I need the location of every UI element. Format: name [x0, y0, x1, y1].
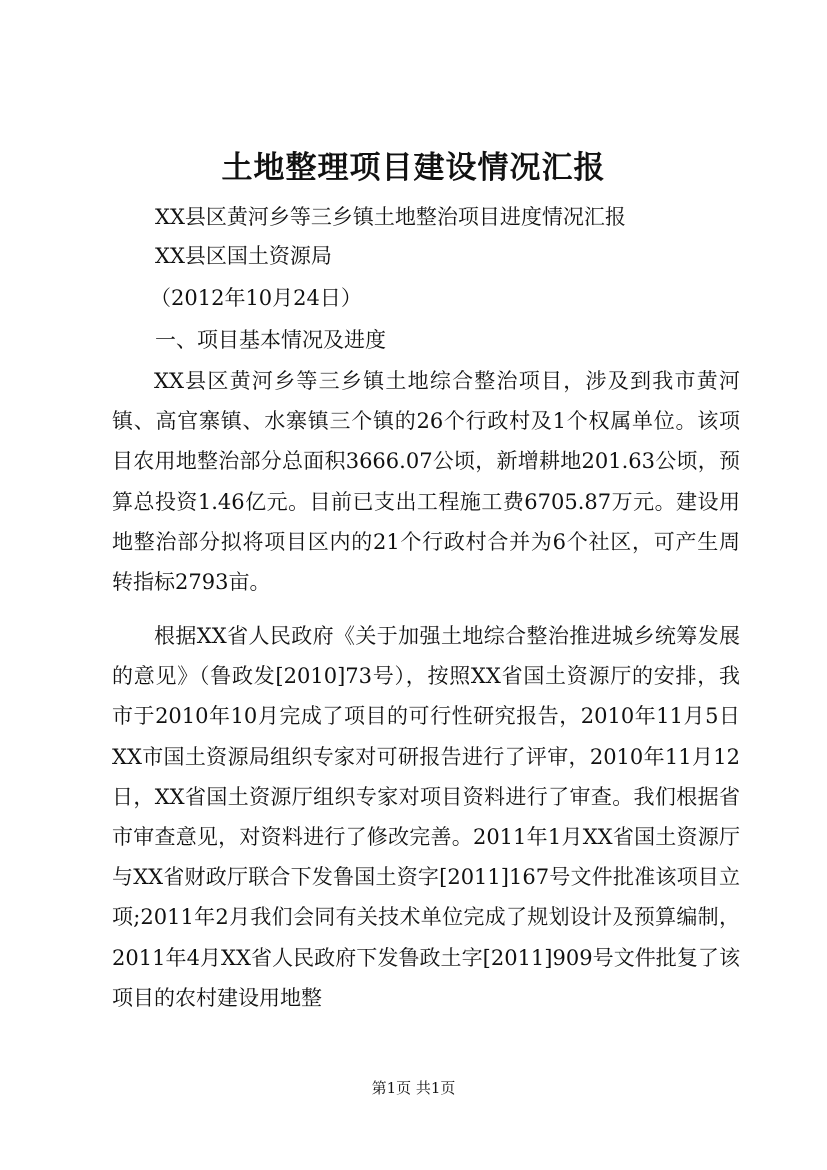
page-footer: 第1页 共1页 — [371, 1079, 456, 1097]
document-title: 土地整理项目建设情况汇报 — [221, 150, 606, 186]
section-heading: 一、项目基本情况及进度 — [155, 328, 386, 352]
paragraph-project-overview: XX县区黄河乡等三乡镇土地综合整治项目，涉及到我市黄河镇、高官寨镇、水寨镇三个镇的26个行政村及1个权属单位。该项目农用地整治部分总面积3666.07公顷，新增耕地201.63公顷，预算总投资1.46亿元。目前已支出工程施工费6705.87万元。建设用地整治部分拟将项目区内的21个行政村合并为6个社区，可产生周转指标2793亩。 — [112, 369, 740, 595]
document-date: （2012年10月24日） — [150, 286, 362, 310]
paragraph-project-approval: 根据XX省人民政府《关于加强土地综合整治推进城乡统筹发展的意见》（鲁政发[2010]73号），按照XX省国土资源厅的安排，我市于2010年10月完成了项目的可行性研究报告，2010年11月5日XX市国土资源局组织专家对可研报告进行了评审，2010年11月12日，XX省国土资源厅组织专家对项目资料进行了审查。我们根据省市审查意见，对资料进行了修改完善。2011年1月XX省国土资源厅与XX省财政厅联合下发鲁国土资字[2011]167号文件批准该项目立项;2011年2月我们会同有关技术单位完成了规划设计及预算编制，2011年4月XX省人民政府下发鲁政土字[2011]909号文件批复了该项目的农村建设用地整 — [112, 624, 740, 1010]
document-author: XX县区国土资源局 — [155, 244, 332, 268]
document-subtitle: XX县区黄河乡等三乡镇土地整治项目进度情况汇报 — [155, 205, 626, 229]
